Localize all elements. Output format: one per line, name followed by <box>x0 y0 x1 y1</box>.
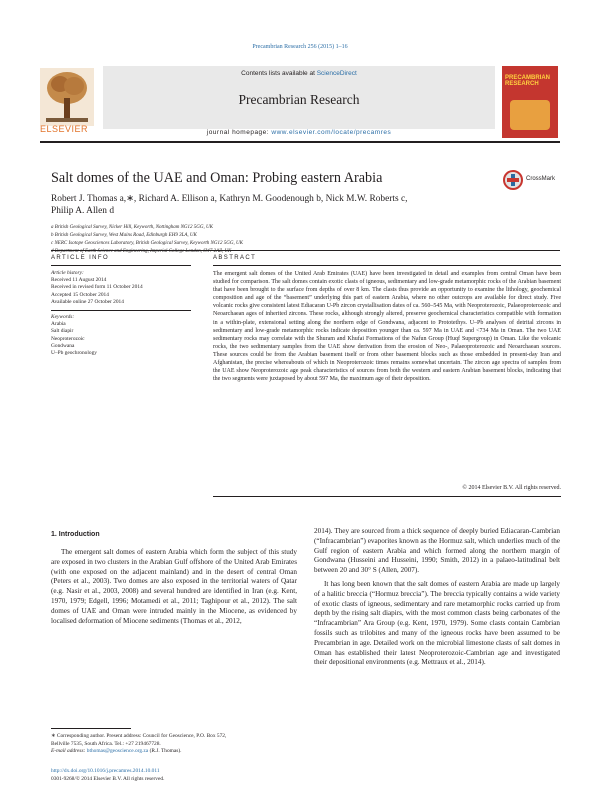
history-item: Available online 27 October 2014 <box>51 298 124 305</box>
journal-cover-title: PRECAMBRIAN RESEARCH <box>505 75 550 87</box>
affiliation: d Department of Earth Science and Engineering, Imperial College London, SW7 2AZ, UK <box>51 249 232 254</box>
history-item: Received in revised form 11 October 2014 <box>51 284 143 291</box>
crossmark-label: CrossMark <box>526 176 556 182</box>
article-history <box>51 270 191 306</box>
affiliations <box>51 224 431 256</box>
affiliation: a British Geological Survey, Nicker Hill, Keyworth, Nottingham NG12 5GG, UK <box>51 225 213 230</box>
author-list <box>51 193 531 217</box>
cover-artwork <box>510 100 550 130</box>
abstract-heading: ABSTRACT <box>213 255 257 261</box>
publication-info <box>51 768 297 783</box>
sciencedirect-link[interactable]: ScienceDirect <box>316 70 357 77</box>
divider <box>213 265 561 266</box>
journal-citation[interactable]: Precambrian Research 256 (2015) 1–16 <box>252 44 348 50</box>
divider <box>51 250 560 251</box>
footnote-line: Bellville 7535, South Africa. Tel.: +27 219467728. <box>51 740 161 747</box>
footnote <box>51 733 297 756</box>
authors-line: Philip A. Allen d <box>51 206 115 216</box>
homepage-link[interactable]: www.elsevier.com/locate/precamres <box>271 129 392 136</box>
divider <box>51 310 191 311</box>
header-rule <box>40 141 560 143</box>
footnote-line: ∗ Corresponding author. Present address: Council for Geoscience, P.O. Box 572, <box>51 733 227 739</box>
keyword: Arabia <box>51 321 66 328</box>
elsevier-wordmark: ELSEVIER <box>40 124 89 134</box>
keyword: Neoproterozoic <box>51 335 85 342</box>
history-label: Article history: <box>51 270 84 276</box>
keyword: U–Pb geochronology <box>51 350 97 357</box>
copyright: © 2014 Elsevier B.V. All rights reserved. <box>462 485 561 491</box>
history-item: Received 11 August 2014 <box>51 277 107 284</box>
email-label: E-mail address: <box>51 748 86 755</box>
paragraph: 2014). They are sourced from a thick sequence of deeply buried Ediacaran-Cambrian (“Infracambrian”) evaporites known as the Hormuz salt, which underlies much of the Gulf region of eastern Arabia and which formed along the northern margin of Gondwana (Husseini and Husseini, 1990; Smith, 2012) in a palaeo-latitudinal belt between 20 and 30° S (Allen, 2007). <box>314 527 560 575</box>
authors-line: Robert J. Thomas a,∗, Richard A. Ellison a, Kathryn M. Goodenough b, Nick M.W. Roberts c, <box>51 194 408 204</box>
email-link[interactable]: bthomas@geoscience.org.za <box>86 748 149 755</box>
affiliation: c NERC Isotope Geosciences Laboratory, British Geological Survey, Keyworth NG12 5GG, UK <box>51 241 243 246</box>
keyword: Salt diapir <box>51 328 74 335</box>
divider <box>51 265 191 266</box>
keyword: Gondwana <box>51 342 75 349</box>
paragraph: The emergent salt domes of eastern Arabia which form the subject of this study are exposed in two clusters in the Arabian Gulf offshore of the United Arab Emirates (with one exposed on the adjacent mainland) and in the desert of central Oman (Peters et al., 2003). Two domes are also exposed in the territorial waters of Qatar (e.g. Nasir et al., 2003, 2008) and several hundred are identified in Iran (e.g. Kent, 1970, 1979; Edgell, 1996; Motamedi et al., 2011; Taghipour et al., 2012). The salt domes of UAE and Oman were intruded mainly in the Miocene, as evidenced by localised deformation of Miocene sediments (Thomas et al., 2012, <box>51 548 297 625</box>
keywords <box>51 314 191 357</box>
affiliation: b British Geological Survey, West Mains Road, Edinburgh EH9 3LA, UK <box>51 233 197 238</box>
homepage-prefix: journal homepage: <box>206 129 270 136</box>
crossmark-icon[interactable] <box>503 170 523 190</box>
section-heading: 1. Introduction <box>51 531 100 538</box>
abstract-body: The emergent salt domes of the United Arab Emirates (UAE) have been investigated in detail and examples from central Oman have been studied for comparison. The salt domes contain exotic clasts of igneous, sedimentary and low-grade metamorphic rocks of the Arabian basement that have been brought to the surface from depths of over 8 km. The clasts thus provide an opportunity to examine the lithology, geochemical composition and age of the “basement” underlying this part of eastern Arabia, where no other outcrops are available for direct study. Five volcanic rocks give consistent latest Ediacaran U-Pb zircon crystallisation dates of ca. 560–545 Ma, with Neoproterozoic, Palaeoproterozoic and Neoarchaean ages of inherited zircons. These rocks, although strongly altered, preserve geochemical characteristics compatible with formation in a within-plate, extensional setting along the northern edge of Gondwana, adjacent to Prototethys. U–Pb analyses of detrital zircons in sedimentary and low-grade metamorphic rocks indicate deposition younger than ca. 597 Ma in UAE and <734 Ma in Oman. The two UAE sedimentary rocks may correlate with the Shuram and Khufai Formations of the Nafun Group (Huqf Supergroup) in Oman. Like the volcanic rocks, the two sedimentary samples from the UAE show derivation from the erosion of Neo-, Palaeoproterozoic and Neoarchaean sources. These sources could be from the Arabian basement itself or from other basement blocks such as those embedded in present-day Iran and Afghanistan, the precise whereabouts of which in Neoproterozoic times remains somewhat uncertain. The zircon age spectra of samples from the UAE show Neoproterozoic age peak characteristics of sources from both the western and eastern Arabian basement blocks, indicating that the two segments were juxtaposed by about 597 Ma, the maximum age of their deposition. <box>213 271 561 383</box>
history-item: Accepted 15 October 2014 <box>51 291 109 298</box>
body-column-left <box>51 548 297 626</box>
footnote-rule <box>51 728 131 729</box>
elsevier-tree-logo <box>40 68 94 126</box>
article-info-heading: ARTICLE INFO <box>51 255 110 261</box>
email-suffix: (R.J. Thomas). <box>149 748 182 755</box>
journal-title: Precambrian Research <box>238 92 360 107</box>
issn-line: 0301-9268/© 2014 Elsevier B.V. All rights reserved. <box>51 775 165 782</box>
article-title: Salt domes of the UAE and Oman: Probing eastern Arabia <box>51 170 383 186</box>
keywords-label: Keywords: <box>51 314 75 320</box>
body-column-right <box>314 527 560 668</box>
paragraph: It has long been known that the salt domes of eastern Arabia are made up largely of a halitic breccia (“Hormuz breccia”). The breccia typically contains a wide variety of exotic clasts of igneous, sedimentary and rare metamorphic rocks carried up from depth by the rising salt diapirs, with the most common clasts being carbonates of the “Infracambrian” Ara Group (e.g. Kent, 1970, 1979). Some clasts contain Cambrian fossils such as trilobites and many of the igneous rocks have been assumed to be Precambrian in age. Detailed work on the microbial limestone clasts of salt domes in Oman has established their latest Neoproterozoic-Cambrian age and investigated their depositional environments (e.g. Mettraux et al., 2014). <box>314 579 560 667</box>
journal-homepage <box>103 129 495 136</box>
divider <box>213 496 561 497</box>
doi-link[interactable]: http://dx.doi.org/10.1016/j.precamres.2014.10.011 <box>51 768 160 774</box>
contents-line <box>103 70 495 77</box>
contents-prefix: Contents lists available at <box>241 70 315 77</box>
